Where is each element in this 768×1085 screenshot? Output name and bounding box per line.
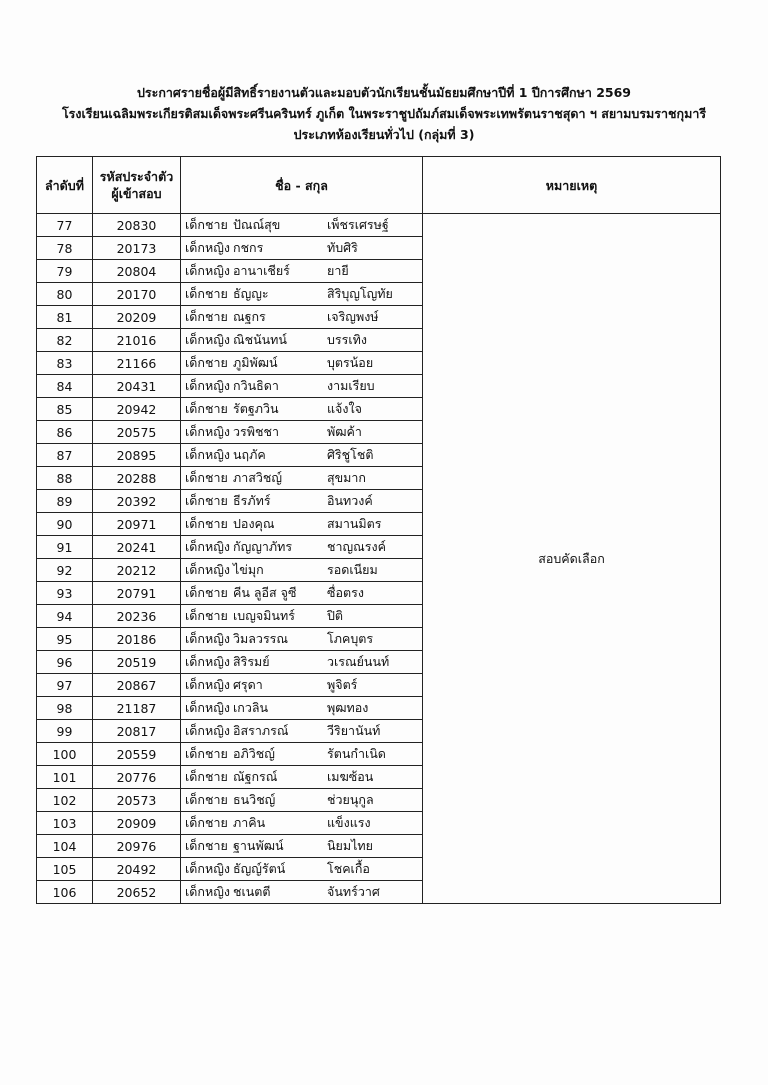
name-prefix: เด็กชาย [185, 493, 228, 508]
name-prefix: เด็กหญิง [185, 240, 230, 255]
student-exam-id: 20909 [93, 812, 181, 835]
first-name: อภิวิชญ์ [233, 746, 275, 761]
name-prefix: เด็กชาย [185, 608, 228, 623]
name-prefix: เด็กชาย [185, 401, 228, 416]
name-prefix: เด็กชาย [185, 217, 228, 232]
first-name: วิมลวรรณ [233, 631, 288, 646]
column-header-note: หมายเหตุ [423, 157, 721, 214]
name-prefix: เด็กชาย [185, 516, 228, 531]
student-full-name [181, 214, 423, 237]
name-prefix: เด็กชาย [185, 585, 228, 600]
row-number: 95 [37, 628, 93, 651]
first-name: ปัณณ์สุข [233, 217, 281, 232]
student-full-name [181, 812, 423, 835]
name-prefix: เด็กหญิง [185, 424, 230, 439]
column-header-id-line2: ผู้เข้าสอบ [111, 186, 162, 201]
first-name: ปองคุณ [233, 516, 275, 531]
student-exam-id: 20288 [93, 467, 181, 490]
row-number: 89 [37, 490, 93, 513]
row-number: 106 [37, 881, 93, 904]
last-name: แข็งแรง [327, 815, 371, 830]
last-name: ทับศิริ [327, 240, 358, 255]
student-full-name [181, 651, 423, 674]
header-school-name: โรงเรียนเฉลิมพระเกียรติสมเด็จพระศรีนครินทร์ ภูเก็ต ในพระราชูปถัมภ์สมเด็จพระเทพรัตนราชสุดา ฯ สยามบรมราชกุมารี [61, 106, 707, 121]
student-full-name [181, 674, 423, 697]
student-roster-table [36, 156, 721, 904]
student-exam-id: 20209 [93, 306, 181, 329]
student-full-name [181, 720, 423, 743]
name-prefix: เด็กหญิง [185, 378, 230, 393]
row-number: 82 [37, 329, 93, 352]
row-number: 101 [37, 766, 93, 789]
last-name: ซื่อตรง [327, 585, 364, 600]
last-name: อินทวงค์ [327, 493, 373, 508]
row-number: 87 [37, 444, 93, 467]
last-name: โภคบุตร [327, 631, 374, 646]
last-name: วีริยานันท์ [327, 723, 381, 738]
student-full-name [181, 835, 423, 858]
student-exam-id: 20559 [93, 743, 181, 766]
student-full-name [181, 329, 423, 352]
last-name: รอดเนียม [327, 562, 378, 577]
student-full-name [181, 858, 423, 881]
last-name: ปิติ [327, 608, 344, 623]
student-exam-id: 20173 [93, 237, 181, 260]
first-name: ณิชนันทน์ [233, 332, 287, 347]
student-full-name [181, 605, 423, 628]
table-row [37, 214, 721, 237]
student-full-name [181, 306, 423, 329]
row-number: 79 [37, 260, 93, 283]
student-exam-id: 20492 [93, 858, 181, 881]
last-name: เมฆซ้อน [327, 769, 374, 784]
name-prefix: เด็กชาย [185, 355, 228, 370]
student-full-name [181, 283, 423, 306]
last-name: วเรณย์นนท์ [327, 654, 390, 669]
student-exam-id: 20212 [93, 559, 181, 582]
first-name: ธนวิชญ์ [233, 792, 276, 807]
student-exam-id: 20392 [93, 490, 181, 513]
student-full-name [181, 743, 423, 766]
last-name: สมานมิตร [327, 516, 382, 531]
row-number: 86 [37, 421, 93, 444]
first-name: ภูมิพัฒน์ [233, 355, 278, 370]
student-full-name [181, 582, 423, 605]
last-name: ยายี [327, 263, 349, 278]
name-prefix: เด็กชาย [185, 746, 228, 761]
last-name: บรรเทิง [327, 332, 367, 347]
last-name: นิยมไทย [327, 838, 373, 853]
name-prefix: เด็กหญิง [185, 654, 230, 669]
student-full-name [181, 375, 423, 398]
last-name: พุฒทอง [327, 700, 369, 715]
table-header [37, 157, 721, 214]
student-full-name [181, 444, 423, 467]
first-name: รัตฐภวิน [233, 401, 279, 416]
row-number: 96 [37, 651, 93, 674]
first-name: ณัฐกรณ์ [233, 769, 278, 784]
last-name: แจ้งใจ [327, 401, 362, 416]
student-full-name [181, 352, 423, 375]
student-exam-id: 20804 [93, 260, 181, 283]
row-number: 80 [37, 283, 93, 306]
first-name: ภาสวิชญ์ [233, 470, 283, 485]
first-name: กวินธิดา [233, 378, 279, 393]
first-name: นฤภัค [233, 447, 266, 462]
last-name: พูจิตร์ [327, 677, 358, 692]
row-number: 78 [37, 237, 93, 260]
student-exam-id: 20776 [93, 766, 181, 789]
name-prefix: เด็กชาย [185, 792, 228, 807]
first-name: ธีรภัทร์ [233, 493, 271, 508]
last-name: จันทร์วาศ [327, 884, 380, 899]
first-name: เบญจมินทร์ [233, 608, 295, 623]
row-number: 98 [37, 697, 93, 720]
student-full-name [181, 421, 423, 444]
first-name: สิริรมย์ [233, 654, 270, 669]
first-name: ชเนตตี [233, 884, 271, 899]
first-name: กัญญาภัทร [233, 539, 293, 554]
remark-cell: สอบคัดเลือก [423, 214, 721, 904]
student-exam-id: 20652 [93, 881, 181, 904]
first-name: ไข่มุก [233, 562, 264, 577]
first-name: ธัญญ์รัตน์ [233, 861, 286, 876]
student-full-name [181, 513, 423, 536]
row-number: 93 [37, 582, 93, 605]
student-full-name [181, 766, 423, 789]
last-name: รัตนกำเนิด [327, 746, 386, 761]
first-name: วรพิชชา [233, 424, 279, 439]
row-number: 102 [37, 789, 93, 812]
name-prefix: เด็กหญิง [185, 332, 230, 347]
name-prefix: เด็กหญิง [185, 700, 230, 715]
name-prefix: เด็กหญิง [185, 562, 230, 577]
student-full-name [181, 628, 423, 651]
first-name: เกวลิน [233, 700, 269, 715]
name-prefix: เด็กชาย [185, 286, 228, 301]
column-header-id [93, 157, 181, 214]
name-prefix: เด็กหญิง [185, 539, 230, 554]
student-exam-id: 20895 [93, 444, 181, 467]
student-exam-id: 20575 [93, 421, 181, 444]
last-name: ช่วยนุกูล [327, 792, 374, 807]
first-name: อิสราภรณ์ [233, 723, 289, 738]
last-name: สุขมาก [327, 470, 367, 485]
student-full-name [181, 789, 423, 812]
student-exam-id: 20971 [93, 513, 181, 536]
row-number: 90 [37, 513, 93, 536]
student-full-name [181, 260, 423, 283]
row-number: 85 [37, 398, 93, 421]
row-number: 83 [37, 352, 93, 375]
name-prefix: เด็กชาย [185, 838, 228, 853]
column-header-name: ชื่อ - สกุล [181, 157, 423, 214]
student-full-name [181, 490, 423, 513]
student-full-name [181, 237, 423, 260]
student-exam-id: 21166 [93, 352, 181, 375]
name-prefix: เด็กหญิง [185, 723, 230, 738]
row-number: 84 [37, 375, 93, 398]
first-name: ศรุดา [233, 677, 263, 692]
row-number: 92 [37, 559, 93, 582]
row-number: 91 [37, 536, 93, 559]
first-name: ธัญญะ [233, 286, 269, 301]
name-prefix: เด็กหญิง [185, 861, 230, 876]
row-number: 77 [37, 214, 93, 237]
student-exam-id: 20236 [93, 605, 181, 628]
student-exam-id: 20867 [93, 674, 181, 697]
first-name: ณฐกร [233, 309, 266, 324]
table-body [37, 214, 721, 904]
name-prefix: เด็กหญิง [185, 263, 230, 278]
last-name: พัฒค้า [327, 424, 362, 439]
student-exam-id: 20241 [93, 536, 181, 559]
student-exam-id: 20573 [93, 789, 181, 812]
row-number: 99 [37, 720, 93, 743]
name-prefix: เด็กชาย [185, 309, 228, 324]
student-exam-id: 20519 [93, 651, 181, 674]
row-number: 105 [37, 858, 93, 881]
last-name: สิริบุญโญทัย [327, 286, 393, 301]
row-number: 100 [37, 743, 93, 766]
row-number: 104 [37, 835, 93, 858]
first-name: คีน ลูอีส จูซี [233, 585, 297, 600]
last-name: บุตรน้อย [327, 355, 374, 370]
row-number: 88 [37, 467, 93, 490]
student-exam-id: 20791 [93, 582, 181, 605]
name-prefix: เด็กหญิง [185, 447, 230, 462]
first-name: กชกร [233, 240, 264, 255]
student-exam-id: 20170 [93, 283, 181, 306]
column-header-id-line1: รหัสประจำตัว [99, 169, 174, 184]
row-number: 97 [37, 674, 93, 697]
header-category: ประเภทห้องเรียนทั่วไป (กลุ่มที่ 3) [293, 127, 475, 142]
student-full-name [181, 398, 423, 421]
row-number: 81 [37, 306, 93, 329]
student-exam-id: 20186 [93, 628, 181, 651]
name-prefix: เด็กชาย [185, 769, 228, 784]
student-full-name [181, 536, 423, 559]
student-exam-id: 20976 [93, 835, 181, 858]
last-name: เจริญพงษ์ [327, 309, 379, 324]
name-prefix: เด็กหญิง [185, 677, 230, 692]
first-name: ฐานพัฒน์ [233, 838, 284, 853]
student-exam-id: 20817 [93, 720, 181, 743]
last-name: ศิริชูโชติ [327, 447, 374, 462]
student-exam-id: 21016 [93, 329, 181, 352]
name-prefix: เด็กชาย [185, 815, 228, 830]
last-name: งามเรียบ [327, 378, 375, 393]
first-name: ภาคิน [233, 815, 266, 830]
student-full-name [181, 467, 423, 490]
row-number: 94 [37, 605, 93, 628]
student-full-name [181, 881, 423, 904]
row-number: 103 [37, 812, 93, 835]
student-exam-id: 20942 [93, 398, 181, 421]
name-prefix: เด็กชาย [185, 470, 228, 485]
column-header-no: ลำดับที่ [37, 157, 93, 214]
header-title: ประกาศรายชื่อผู้มีสิทธิ์รายงานตัวและมอบตัวนักเรียนชั้นมัธยมศึกษาปีที่ 1 ปีการศึกษา 2569 [136, 85, 631, 100]
last-name: ชาญณรงค์ [327, 539, 386, 554]
student-exam-id: 20431 [93, 375, 181, 398]
name-prefix: เด็กหญิง [185, 631, 230, 646]
name-prefix: เด็กหญิง [185, 884, 230, 899]
student-full-name [181, 697, 423, 720]
student-exam-id: 21187 [93, 697, 181, 720]
student-full-name [181, 559, 423, 582]
last-name: โชคเกื้อ [327, 861, 370, 876]
student-exam-id: 20830 [93, 214, 181, 237]
announcement-header [0, 82, 768, 145]
first-name: อานาเชียร์ [233, 263, 290, 278]
last-name: เพ็ชรเศรษฐ์ [327, 217, 389, 232]
